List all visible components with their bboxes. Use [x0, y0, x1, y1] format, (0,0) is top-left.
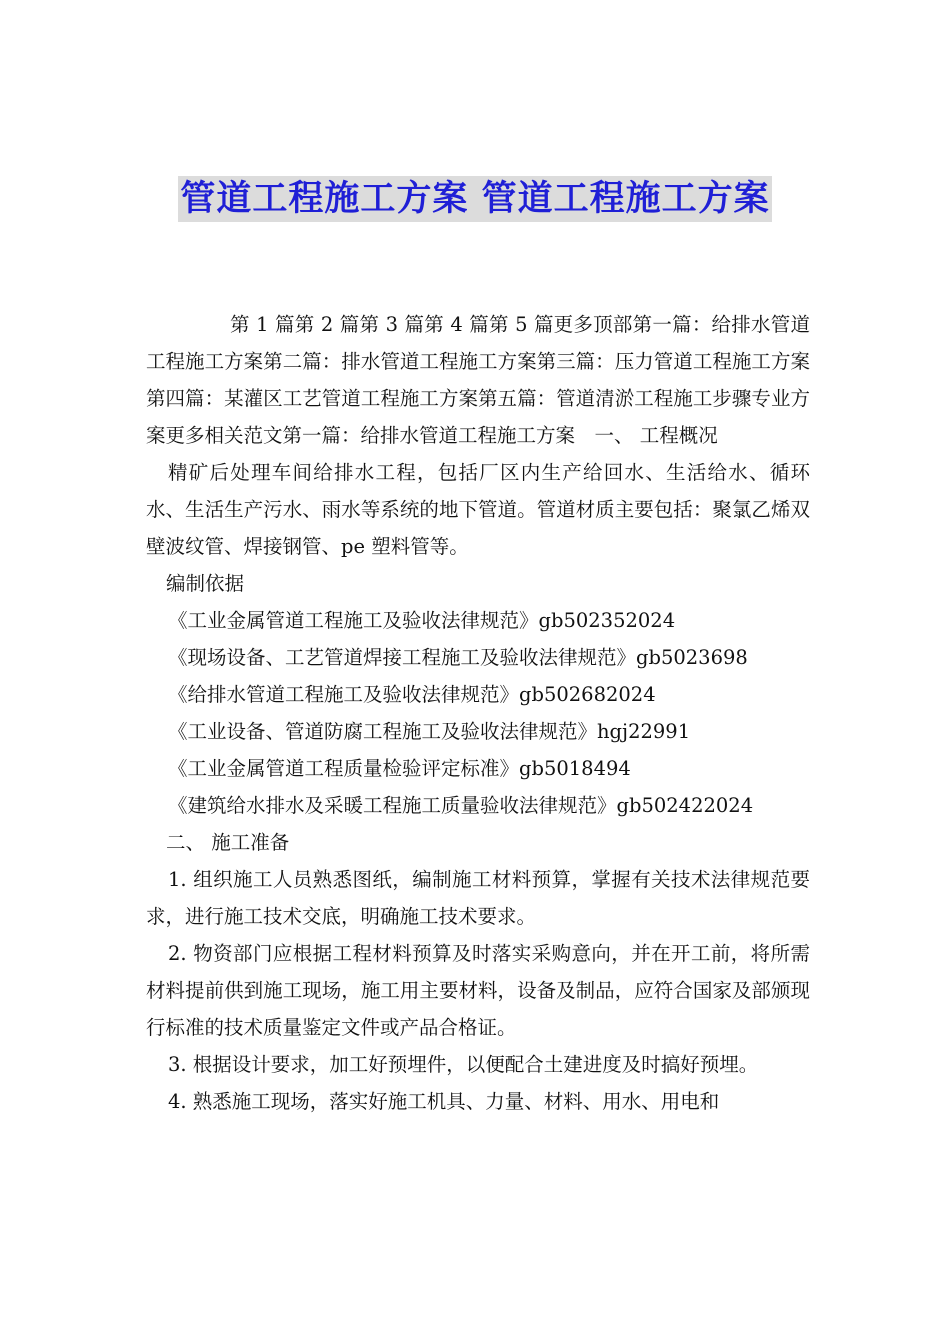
reference-item: 《现场设备、工艺管道焊接工程施工及验收法律规范》gb5023698	[168, 646, 748, 669]
reference-item: 《工业金属管道工程施工及验收法律规范》gb502352024	[168, 609, 676, 632]
reference-item: 《工业金属管道工程质量检验评定标准》gb5018494	[168, 757, 631, 780]
reference-item: 《工业设备、管道防腐工程施工及验收法律规范》hgj22991	[168, 720, 691, 743]
section-heading: 二、 施工准备	[166, 831, 290, 854]
list-item: 1. 组织施工人员熟悉图纸，编制施工材料预算，掌握有关技术法律规范要求，进行施工技术交底，明确施工技术要求。	[146, 868, 810, 928]
intro-paragraph: 第 1 篇第 2 篇第 3 篇第 4 篇第 5 篇更多顶部第一篇：给排水管道工程施工方案第二篇：排水管道工程施工方案第三篇：压力管道工程施工方案第四篇：某灌区工艺管道工程施工方案第五篇：管道清淤工程施工步骤专业方案更多相关范文第一篇：给排水管道工程施工方案 一、 工程概况	[146, 313, 810, 447]
reference-item: 《建筑给水排水及采暖工程施工质量验收法律规范》gb502422024	[168, 794, 754, 817]
overview-paragraph: 精矿后处理车间给排水工程，包括厂区内生产给回水、生活给水、循环水、生活生产污水、雨水等系统的地下管道。管道材质主要包括：聚氯乙烯双壁波纹管、焊接钢管、pe 塑料管等。	[146, 461, 810, 558]
document-body	[146, 306, 810, 1120]
list-item: 2. 物资部门应根据工程材料预算及时落实采购意向，并在开工前，将所需材料提前供到施工现场，施工用主要材料，设备及制品，应符合国家及部颁现行标准的技术质量鉴定文件或产品合格证。	[146, 942, 810, 1039]
list-item: 4. 熟悉施工现场，落实好施工机具、力量、材料、用水、用电和	[168, 1090, 720, 1113]
title-container	[0, 176, 950, 222]
basis-heading: 编制依据	[166, 572, 245, 595]
reference-item: 《给排水管道工程施工及验收法律规范》gb502682024	[168, 683, 656, 706]
list-item: 3. 根据设计要求，加工好预埋件，以便配合土建进度及时搞好预埋。	[168, 1053, 759, 1076]
document-title: 管道工程施工方案 管道工程施工方案	[178, 176, 771, 222]
